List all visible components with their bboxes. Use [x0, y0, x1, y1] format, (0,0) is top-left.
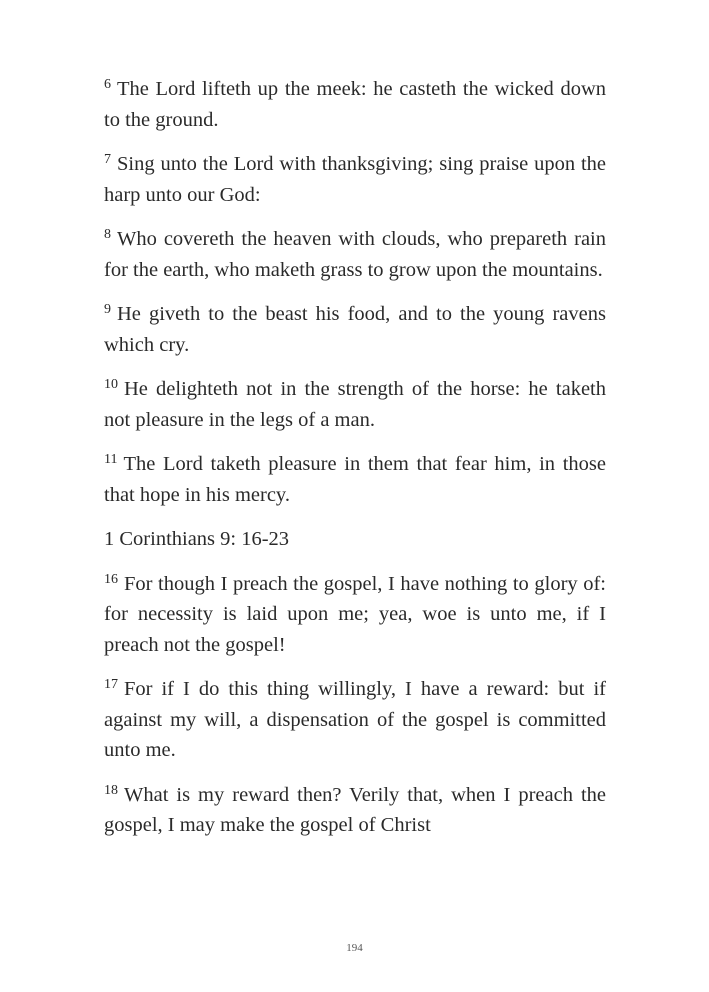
verse-6 — [104, 74, 606, 135]
verse-number: 11 — [104, 452, 118, 467]
verse-17 — [104, 674, 606, 766]
verse-text: Who covereth the heaven with clouds, who prepareth rain for the earth, who maketh grass to grow upon the mountains. — [104, 228, 606, 281]
verse-number: 16 — [104, 571, 118, 587]
verse-text: The Lord taketh pleasure in them that fear him, in those that hope in his mercy. — [104, 453, 606, 506]
verse-number: 18 — [104, 782, 118, 798]
verse-18 — [104, 780, 606, 841]
verse-9 — [104, 299, 606, 360]
verse-text: Sing unto the Lord with thanksgiving; sing praise upon the harp unto our God: — [104, 153, 606, 206]
verse-text: For though I preach the gospel, I have nothing to glory of: for necessity is laid upon me; yea, woe is unto me, if I preach not the gospel! — [104, 572, 606, 656]
verse-number: 9 — [104, 302, 111, 317]
verse-number: 7 — [104, 152, 111, 167]
verse-7 — [104, 149, 606, 210]
verse-number: 6 — [104, 77, 111, 92]
verse-text: The Lord lifteth up the meek: he casteth the wicked down to the ground. — [104, 78, 606, 131]
verse-11 — [104, 449, 606, 510]
verse-number: 17 — [104, 677, 118, 692]
verse-text: For if I do this thing willingly, I have a reward: but if against my will, a dispensation of the gospel is committed unto me. — [104, 678, 606, 761]
verse-number: 10 — [104, 377, 118, 392]
reading-heading: 1 Corinthians 9: 16-23 — [104, 528, 290, 550]
verse-16 — [104, 569, 606, 661]
verse-text: What is my reward then? Verily that, when I preach the gospel, I may make the gospel of Christ — [104, 783, 606, 836]
page-number: 194 — [346, 942, 363, 954]
page-body — [104, 74, 606, 855]
verse-10 — [104, 374, 606, 435]
verse-8 — [104, 224, 606, 285]
verse-text: He delighteth not in the strength of the horse: he taketh not pleasure in the legs of a man. — [104, 378, 606, 431]
verse-text: He giveth to the beast his food, and to the young ravens which cry. — [104, 303, 606, 356]
verse-number: 8 — [104, 227, 111, 242]
